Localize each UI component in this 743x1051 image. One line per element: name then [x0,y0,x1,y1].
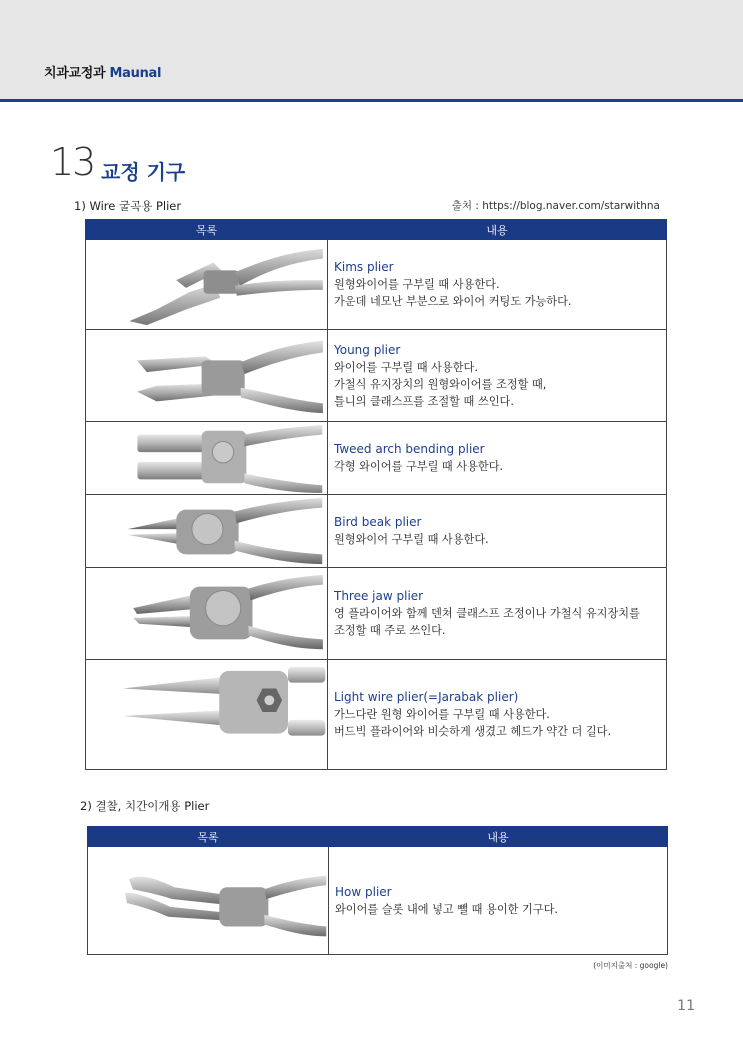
plier-image-light-wire [86,660,328,770]
plier-info-how [329,847,668,955]
col-header-content: 내용 [328,220,667,240]
col-header-list: 목록 [88,827,329,847]
plier-image-three-jaw [86,568,328,660]
plier-description: 와이어를 구부릴 때 사용한다. 가철식 유지장치의 원형와이어를 조정할 때, 틀니의 클래스프를 조절할 때 쓰인다. [334,360,547,408]
table-row [86,660,667,770]
source-credit: 출처 : https://blog.naver.com/starwithna [451,200,660,212]
table-row [86,422,667,495]
plier-name: Tweed arch bending plier [334,442,485,456]
plier-name: Three jaw plier [334,589,424,603]
table-row [86,330,667,422]
plier-name: How plier [335,884,392,899]
plier-description: 각형 와이어를 구부릴 때 사용한다. [334,460,504,473]
plier-description: 원형와이어 구부릴 때 사용한다. [334,533,489,546]
manual-title-prefix: 치과교정과 [44,66,106,81]
plier-name: Light wire plier(=Jarabak plier) [334,690,519,704]
plier-info-three-jaw [328,568,667,660]
chapter-title: 교정 기구 [101,160,186,184]
table-row [86,495,667,568]
col-header-list: 목록 [86,220,328,240]
image-credit: (이미지출처 : google) [593,961,668,970]
plier-info-bird-beak [328,495,667,568]
plier-image-young [86,330,328,422]
table-row [88,847,668,955]
section1-label: 1) Wire 굴곡용 Plier [74,199,182,213]
plier-name: Bird beak plier [334,515,422,529]
section2-label: 2) 결찰, 치간이개용 Plier [80,799,210,813]
table-row [86,240,667,330]
plier-description: 가느다란 원형 와이어를 구부릴 때 사용한다. 버드빅 플라이어와 비슷하게 생겼고 헤드가 약간 더 길다. [334,708,612,738]
wire-plier-table [85,219,667,770]
header-rule [0,99,743,102]
plier-description: 원형와이어를 구부릴 때 사용한다. 가운데 네모난 부분으로 와이어 커팅도 가능하다. [334,278,572,308]
plier-description: 영 플라이어와 함께 덴쳐 클래스프 조정이나 가철식 유지장치를 조정할 때 주로 쓰인다. [334,607,640,637]
table-row [86,568,667,660]
plier-image-bird-beak [86,495,328,568]
plier-info-light-wire [328,660,667,770]
manual-title [44,62,161,81]
plier-name: Kims plier [334,260,394,274]
plier-info-tweed [328,422,667,495]
plier-image-tweed [86,422,328,495]
col-header-content: 내용 [329,827,668,847]
chapter-number: 13 [50,140,95,184]
page-number: 11 [677,998,695,1014]
manual-title-brand: Maunal [109,66,162,81]
ligation-plier-table [87,826,668,955]
plier-image-kims [86,240,328,330]
plier-info-young [328,330,667,422]
plier-name: Young plier [334,342,401,357]
header-band [0,0,743,99]
plier-image-how [88,847,329,955]
plier-description: 와이어를 슬롯 내에 넣고 뺄 때 용이한 기구다. [335,902,558,916]
plier-info-kims [328,240,667,330]
